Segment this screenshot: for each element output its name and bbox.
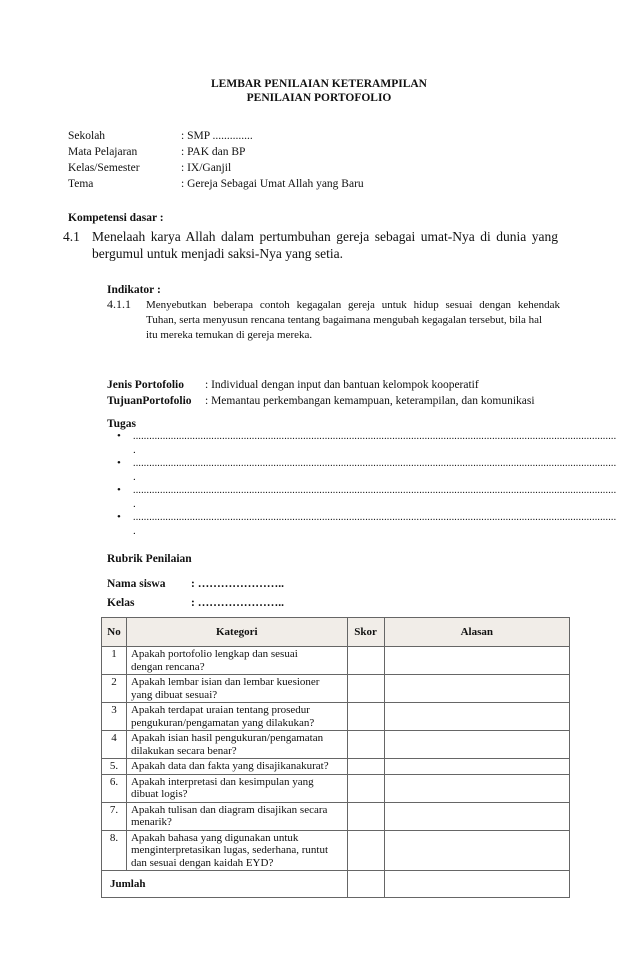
tugas-line-4[interactable]: ................................................................................................................................................................................... <box>133 512 617 523</box>
col-header-alasan: Alasan <box>384 618 569 647</box>
alasan-cell[interactable] <box>384 774 569 802</box>
tujuan-portofolio-label: TujuanPortofolio <box>107 395 192 407</box>
tugas-line-1[interactable]: ................................................................................................................................................................................... <box>133 431 617 442</box>
table-row: 4 Apakah isian hasil pengukuran/pengamatan dilakukan secara benar? <box>102 731 570 759</box>
info-block: Sekolah : SMP .............. Mata Pelajaran : PAK dan BP Kelas/Semester : IX/Ganjil Tema : Gereja Sebagai Umat Allah yang Baru <box>68 130 364 190</box>
alasan-cell[interactable] <box>384 802 569 830</box>
bullet-icon: • <box>117 511 121 523</box>
nama-siswa-label: Nama siswa <box>107 578 166 590</box>
tugas-tail-1: . <box>133 444 136 456</box>
alasan-cell[interactable] <box>384 759 569 775</box>
kompetensi-heading: Kompetensi dasar : <box>68 212 164 224</box>
kompetensi-number: 4.1 <box>63 229 80 244</box>
alasan-cell[interactable] <box>384 703 569 731</box>
table-row: 7. Apakah tulisan dan diagram disajikan secara menarik? <box>102 802 570 830</box>
table-row: 6. Apakah interpretasi dan kesimpulan yang dibuat logis? <box>102 774 570 802</box>
col-header-kategori: Kategori <box>126 618 347 647</box>
total-label: Jumlah <box>102 871 348 898</box>
indikator-heading: Indikator : <box>107 284 161 296</box>
total-alasan-cell[interactable] <box>384 871 569 898</box>
tugas-line-2[interactable]: ................................................................................................................................................................................... <box>133 458 617 469</box>
indikator-line-3: itu mereka temukan di gereja mereka. <box>146 329 313 341</box>
document-title: LEMBAR PENILAIAN KETERAMPILAN <box>211 78 427 90</box>
jenis-portofolio-label: Jenis Portofolio <box>107 379 184 391</box>
tugas-tail-4: . <box>133 525 136 537</box>
bullet-icon: • <box>117 484 121 496</box>
bullet-icon: • <box>117 430 121 442</box>
skor-cell[interactable] <box>347 830 384 871</box>
col-header-skor: Skor <box>347 618 384 647</box>
rubrik-heading: Rubrik Penilaian <box>107 553 192 565</box>
skor-cell[interactable] <box>347 802 384 830</box>
table-row: 3 Apakah terdapat uraian tentang prosedur pengukuran/pengamatan yang dilakukan? <box>102 703 570 731</box>
alasan-cell[interactable] <box>384 647 569 675</box>
nama-siswa-value[interactable]: : ………………….. <box>191 578 284 590</box>
skor-cell[interactable] <box>347 675 384 703</box>
kelas-label: Kelas <box>107 597 135 609</box>
table-row: 5. Apakah data dan fakta yang disajikanakurat? <box>102 759 570 775</box>
tugas-tail-2: . <box>133 471 136 483</box>
jenis-portofolio-value: : Individual dengan input dan bantuan kelompok kooperatif <box>205 379 479 391</box>
kompetensi-line-1: Menelaah karya Allah dalam pertumbuhan gereja sebagai umat-Nya di dunia yang <box>92 229 558 244</box>
indikator-number: 4.1.1 <box>107 297 131 311</box>
skor-cell[interactable] <box>347 731 384 759</box>
skor-cell[interactable] <box>347 647 384 675</box>
total-row <box>102 871 570 898</box>
kompetensi-line-2: bergumul untuk menjadi saksi-Nya yang setia. <box>92 246 343 261</box>
rubrik-table <box>101 617 570 898</box>
table-row: 8. Apakah bahasa yang digunakan untuk menginterpretasikan lugas, sederhana, runtut dan sesuai dengan kaidah EYD? <box>102 830 570 871</box>
table-header-row <box>102 618 570 647</box>
tugas-tail-3: . <box>133 498 136 510</box>
bullet-icon: • <box>117 457 121 469</box>
tugas-heading: Tugas <box>107 418 136 430</box>
table-row: 2 Apakah lembar isian dan lembar kuesioner yang dibuat sesuai? <box>102 675 570 703</box>
kelas-value[interactable]: : ………………….. <box>191 597 284 609</box>
indikator-line-1: Menyebutkan beberapa contoh kegagalan gereja untuk hidup sesuai dengan kehendak <box>146 299 560 311</box>
indikator-line-2: Tuhan, serta menyusun rencana tentang bagaimana mengubah kegagalan tersebut, bila hal <box>146 314 543 326</box>
skor-cell[interactable] <box>347 759 384 775</box>
alasan-cell[interactable] <box>384 731 569 759</box>
table-row: 1 Apakah portofolio lengkap dan sesuai dengan rencana? <box>102 647 570 675</box>
tujuan-portofolio-value: : Memantau perkembangan kemampuan, keterampilan, dan komunikasi <box>205 395 535 407</box>
skor-cell[interactable] <box>347 774 384 802</box>
tugas-line-3[interactable]: ................................................................................................................................................................................... <box>133 485 617 496</box>
alasan-cell[interactable] <box>384 830 569 871</box>
alasan-cell[interactable] <box>384 675 569 703</box>
skor-cell[interactable] <box>347 703 384 731</box>
col-header-no: No <box>102 618 127 647</box>
document-subtitle: PENILAIAN PORTOFOLIO <box>246 92 392 104</box>
total-skor-cell[interactable] <box>347 871 384 898</box>
